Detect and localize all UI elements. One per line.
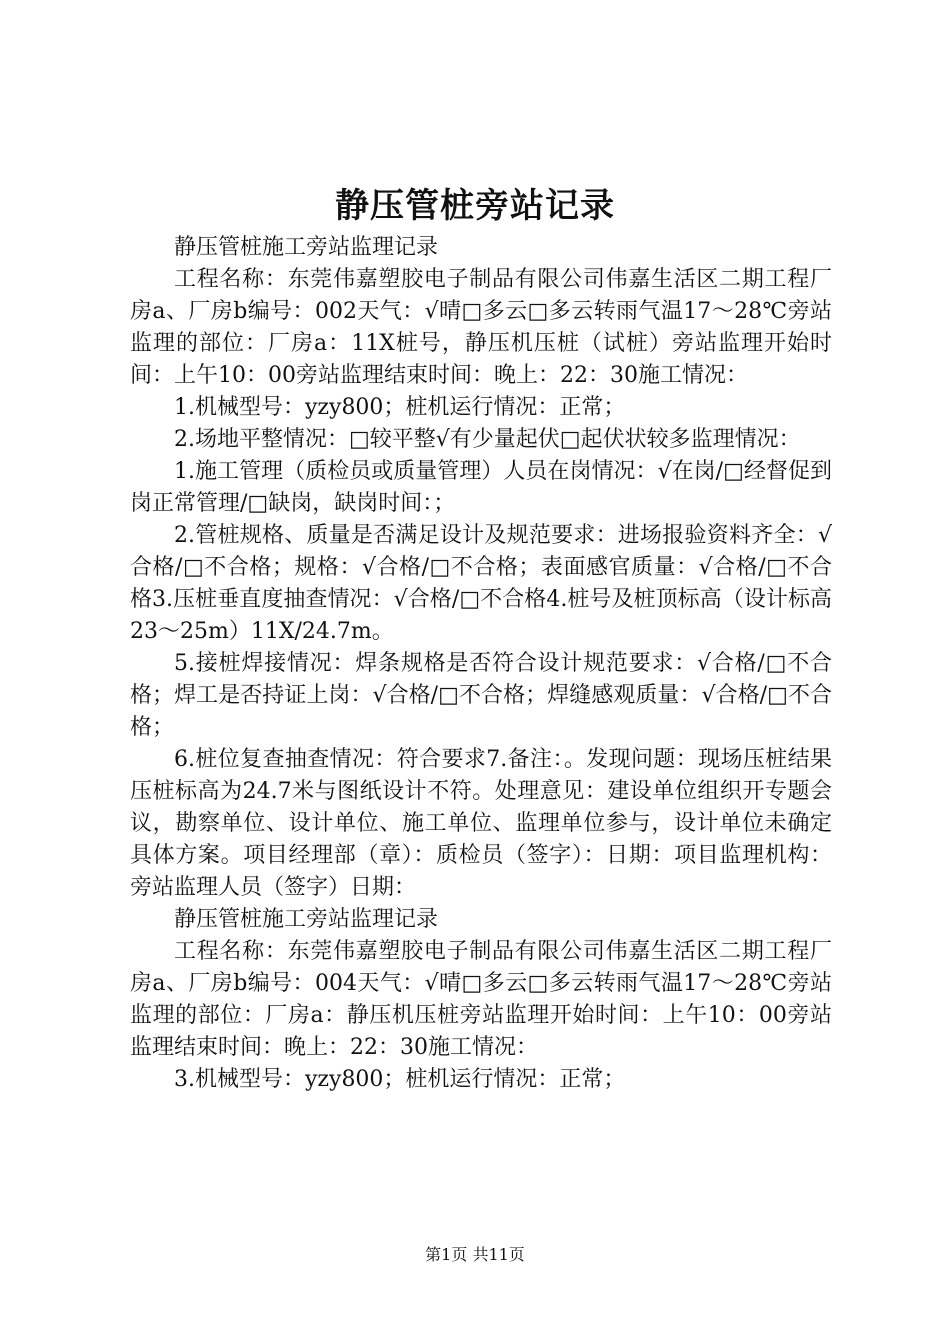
paragraph-machine: 3.机械型号：yzy800；桩机运行情况：正常； — [174, 1067, 626, 1092]
paragraph-position-check: 6.桩位复查抽查情况：符合要求7.备注：。发现问题：现场压桩结果压桩标高为24.7米与图纸设计不符。处理意见：建设单位组织开专题会议，勘察单位、设计单位、施工单位、监理单位参与，设计单位未确定具体方案。项目经理部（章）：质检员（签字）：日期：项目监理机构：旁站监理人员（签字）日期： — [130, 747, 832, 900]
paragraph-site: 2.场地平整情况：□较平整√有少量起伏□起伏状较多监理情况： — [174, 427, 801, 452]
paragraph-welding: 5.接桩焊接情况：焊条规格是否符合设计规范要求：√合格/□不合格；焊工是否持证上岗：√合格/□不合格；焊缝感观质量：√合格/□不合格； — [130, 651, 832, 740]
page-number: 第1页 共11页 — [425, 1245, 525, 1264]
paragraph-staff: 1.施工管理（质检员或质量管理）人员在岗情况：√在岗/□经督促到岗正常管理/□缺岗，缺岗时间：； — [130, 459, 832, 516]
paragraph-project-info: 工程名称：东莞伟嘉塑胶电子制品有限公司伟嘉生活区二期工程厂房a、厂房b编号：004天气：√晴□多云□多云转雨气温17～28℃旁站监理的部位：厂房a：静压机压桩旁站监理开始时间：上午10：00旁站监理结束时间：晚上：22：30施工情况： — [130, 939, 832, 1060]
paragraph-machine: 1.机械型号：yzy800；桩机运行情况：正常； — [174, 395, 626, 420]
paragraph-project-info: 工程名称：东莞伟嘉塑胶电子制品有限公司伟嘉生活区二期工程厂房a、厂房b编号：002天气：√晴□多云□多云转雨气温17～28℃旁站监理的部位：厂房a：11X桩号，静压机压桩（试桩）旁站监理开始时间：上午10：00旁站监理结束时间：晚上：22：30施工情况： — [130, 267, 832, 388]
section-heading: 静压管桩施工旁站监理记录 — [174, 235, 439, 260]
page-title: 静压管桩旁站记录 — [335, 186, 615, 226]
section-heading: 静压管桩施工旁站监理记录 — [174, 907, 439, 932]
paragraph-pile-spec: 2.管桩规格、质量是否满足设计及规范要求：进场报验资料齐全：√合格/□不合格；规格：√合格/□不合格；表面感官质量：√合格/□不合格3.压桩垂直度抽查情况：√合格/□不合格4.桩号及桩顶标高（设计标高23～25m）11X/24.7m。 — [130, 523, 832, 644]
document-body — [130, 232, 832, 1096]
